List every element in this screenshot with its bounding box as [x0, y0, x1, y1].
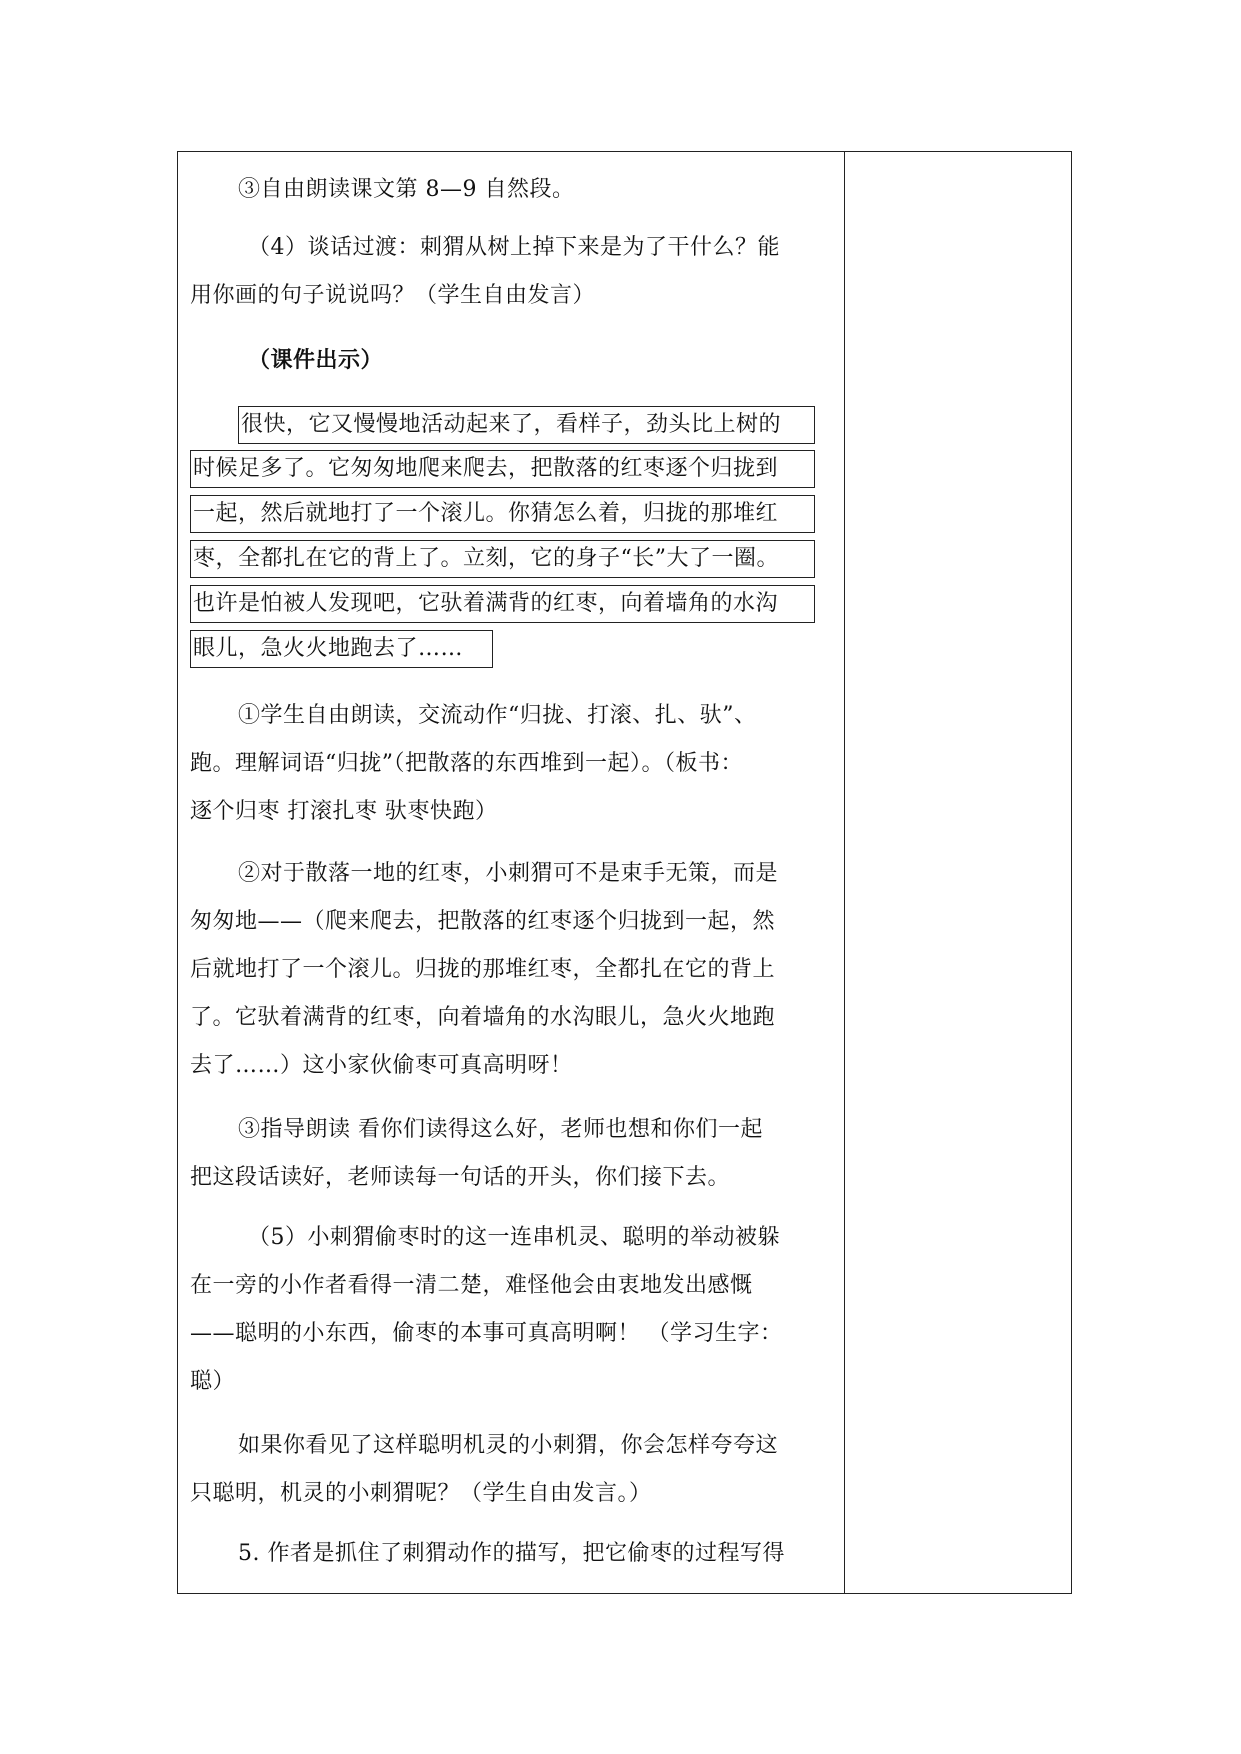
boxed-line: 时候足多了。它匆匆地爬来爬去，把散落的红枣逐个归拢到 — [190, 450, 815, 488]
lesson-table — [177, 151, 1072, 1594]
paragraph-read-aloud: ③自由朗读课文第 8—9 自然段。 — [238, 177, 575, 202]
paragraph-scattered-dates: ②对于散落一地的红枣，小刺猬可不是束手无策，而是 匆匆地——（爬来爬去，把散落的红枣逐个归拢到一起，然 后就地打了一个滚儿。归拢的那堆红枣，全都扎在它的背上 了。它驮着满背的红枣，向着墙角的水沟眼儿，急火火地跑 去了……）这小家伙偷枣可真高明呀！ — [190, 861, 779, 1078]
paragraph-transition: （4）谈话过渡：刺猬从树上掉下来是为了干什么？能 用你画的句子说说吗？（学生自由发言） — [190, 235, 780, 308]
paragraph-author-technique: 5. 作者是抓住了刺猬动作的描写，把它偷枣的过程写得 — [238, 1541, 785, 1566]
paragraph-clever-actions: （5）小刺猬偷枣时的这一连串机灵、聪明的举动被躲 在一旁的小作者看得一清二楚，难怪他会由衷地发出感慨 ——聪明的小东西，偷枣的本事可真高明啊！ （学习生字： 聪） — [190, 1225, 783, 1394]
column-divider — [844, 152, 845, 1593]
paragraph-praise: 如果你看见了这样聪明机灵的小刺猬，你会怎样夸夸这 只聪明，机灵的小刺猬呢？（学生自由发言。） — [190, 1433, 779, 1506]
paragraph-actions: ①学生自由朗读，交流动作“归拢、打滚、扎、驮”、 跑。理解词语“归拢”（把散落的东西堆到一起）。（板书： 逐个归枣 打滚扎枣 驮枣快跑） — [190, 703, 757, 824]
paragraph-courseware: （课件出示） — [248, 347, 384, 373]
boxed-line: 眼儿，急火火地跑去了…… — [190, 630, 493, 668]
boxed-line: 枣，全都扎在它的背上了。立刻，它的身子“长”大了一圈。 — [190, 540, 815, 578]
boxed-line: 很快，它又慢慢地活动起来了，看样子，劲头比上树的 — [238, 406, 815, 444]
boxed-line: 一起，然后就地打了一个滚儿。你猜怎么着，归拢的那堆红 — [190, 495, 815, 533]
paragraph-guided-reading: ③指导朗读 看你们读得这么好，老师也想和你们一起 把这段话读好，老师读每一句话的开头，你们接下去。 — [190, 1117, 763, 1190]
boxed-line: 也许是怕被人发现吧，它驮着满背的红枣，向着墙角的水沟 — [190, 585, 815, 623]
